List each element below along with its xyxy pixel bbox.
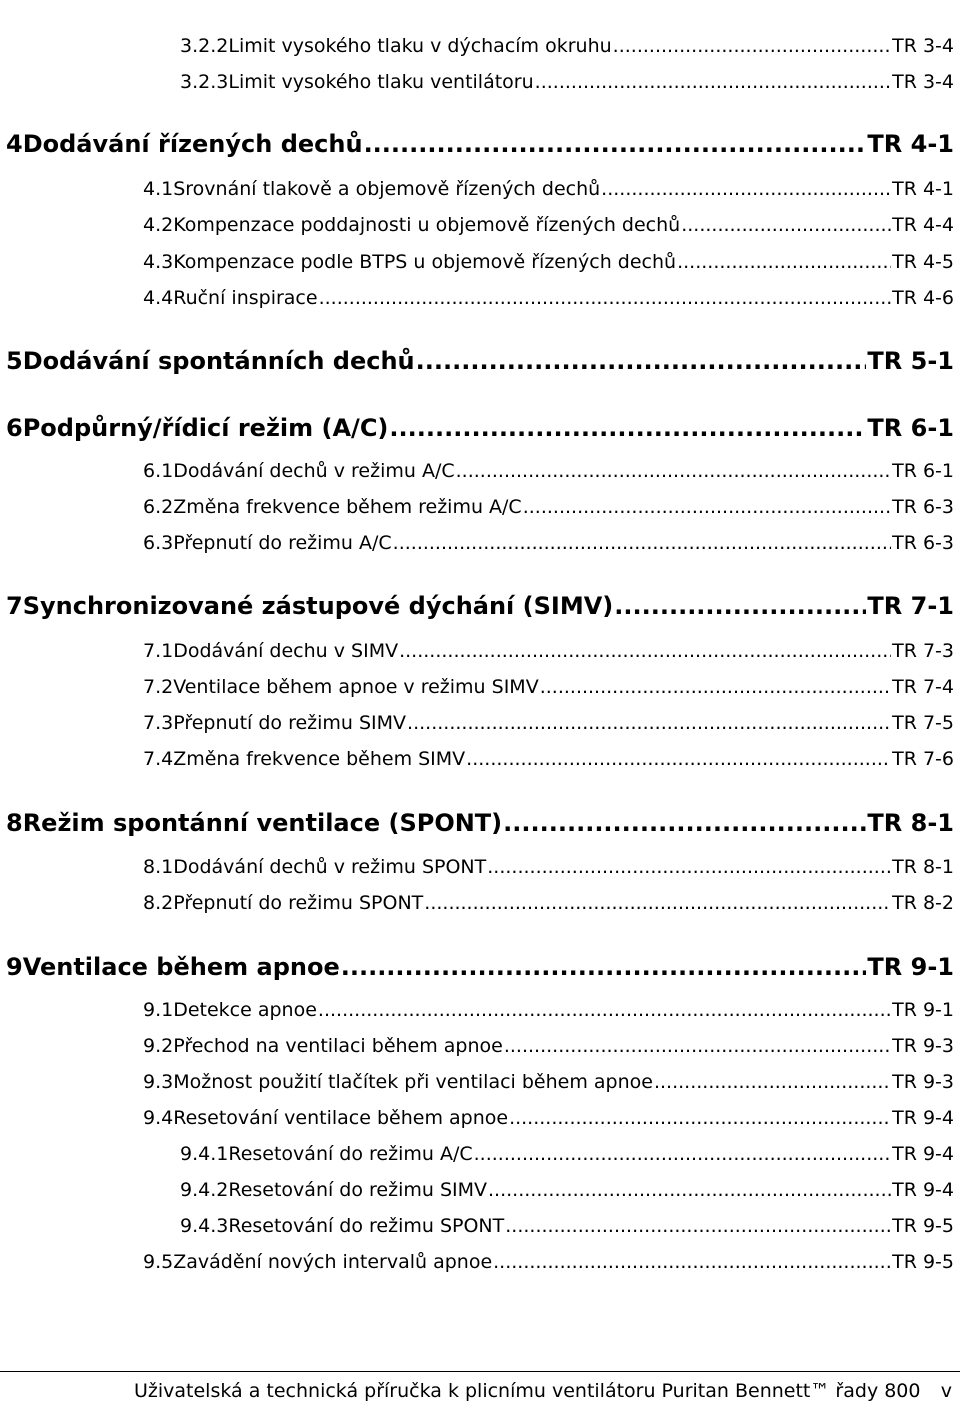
toc-entry-title: Změna frekvence během režimu A/C (173, 496, 522, 518)
toc-entry-9-5[interactable] (143, 1251, 954, 1273)
toc-entry-page: TR 9-4 (892, 1143, 954, 1165)
toc-entry-9-4-1[interactable] (180, 1143, 954, 1165)
toc-entry-page: TR 4-5 (892, 251, 954, 273)
toc-entry-number: 3.2.2 (180, 35, 229, 57)
dot-leader (504, 1035, 891, 1057)
dot-leader (424, 892, 891, 914)
dot-leader (493, 1251, 891, 1273)
toc-entry-page: TR 9-5 (892, 1251, 954, 1273)
dot-leader (509, 1107, 891, 1129)
dot-leader (613, 35, 891, 57)
toc-entry-title: Srovnání tlakově a objemově řízených dechů (173, 178, 601, 200)
dot-leader (389, 414, 866, 442)
toc-chapter-title: Podpůrný/řídicí režim (A/C) (22, 414, 389, 442)
dot-leader (407, 712, 891, 734)
toc-entry-number: 9.3 (143, 1071, 174, 1093)
dot-leader (681, 214, 891, 236)
dot-leader (393, 532, 891, 554)
toc-entry-number: 4.1 (143, 178, 174, 200)
toc-entry-title: Přepnutí do režimu A/C (173, 532, 392, 554)
toc-chapter-number: 7 (6, 592, 23, 620)
dot-leader (614, 592, 866, 620)
toc-entry-title: Resetování do režimu SPONT (228, 1215, 505, 1237)
toc-entry-page: TR 7-3 (892, 640, 954, 662)
toc-entry-3-2-3[interactable] (180, 71, 954, 93)
toc-chapter-number: 6 (6, 414, 23, 442)
toc-entry-9-1[interactable] (143, 999, 954, 1021)
dot-leader (341, 953, 867, 981)
toc-entry-page: TR 9-3 (892, 1071, 954, 1093)
toc-chapter-page: TR 5-1 (867, 347, 954, 375)
dot-leader (318, 999, 891, 1021)
toc-entry-number: 7.4 (143, 748, 174, 770)
toc-entry-9-4[interactable] (143, 1107, 954, 1129)
footer-divider (0, 1371, 960, 1372)
toc-entry-page: TR 8-2 (892, 892, 954, 914)
toc-entry-7-1[interactable] (143, 640, 954, 662)
toc-chapter-page: TR 4-1 (867, 130, 954, 158)
toc-entry-title: Zavádění nových intervalů apnoe (173, 1251, 493, 1273)
toc-entry-number: 9.5 (143, 1251, 174, 1273)
dot-leader (364, 130, 867, 158)
toc-entry-number: 9.2 (143, 1035, 174, 1057)
toc-entry-page: TR 4-4 (892, 214, 954, 236)
toc-entry-number: 6.1 (143, 460, 174, 482)
toc-entry-title: Ventilace během apnoe v režimu SIMV (173, 676, 539, 698)
toc-entry-title: Možnost použití tlačítek při ventilaci během apnoe (173, 1071, 653, 1093)
toc-entry-page: TR 9-3 (892, 1035, 954, 1057)
toc-entry-title: Přepnutí do režimu SIMV (173, 712, 407, 734)
toc-entry-number: 7.3 (143, 712, 174, 734)
toc-entry-3-2-2[interactable] (180, 35, 954, 57)
toc-entry-6-2[interactable] (143, 496, 954, 518)
toc-entry-title: Přechod na ventilaci během apnoe (173, 1035, 503, 1057)
toc-entry-title: Resetování ventilace během apnoe (173, 1107, 509, 1129)
toc-entry-7-3[interactable] (143, 712, 954, 734)
dot-leader (654, 1071, 891, 1093)
toc-chapter-page: TR 9-1 (867, 953, 954, 981)
toc-chapter-7[interactable] (6, 592, 954, 620)
toc-entry-number: 8.2 (143, 892, 174, 914)
toc-entry-number: 4.3 (143, 251, 174, 273)
toc-entry-title: Ruční inspirace (173, 287, 318, 309)
toc-entry-number: 6.2 (143, 496, 174, 518)
dot-leader (399, 640, 891, 662)
toc-entry-page: TR 8-1 (892, 856, 954, 878)
toc-entry-page: TR 9-4 (892, 1179, 954, 1201)
toc-entry-title: Kompenzace podle BTPS u objemově řízených dechů (173, 251, 677, 273)
toc-entry-number: 9.4.3 (180, 1215, 229, 1237)
toc-entry-6-1[interactable] (143, 460, 954, 482)
toc-entry-number: 4.4 (143, 287, 174, 309)
toc-entry-9-2[interactable] (143, 1035, 954, 1057)
toc-entry-number: 9.4.2 (180, 1179, 229, 1201)
toc-chapter-4[interactable] (6, 130, 954, 158)
toc-chapter-title: Synchronizované zástupové dýchání (SIMV) (22, 592, 614, 620)
toc-chapter-9[interactable] (6, 953, 954, 981)
toc-entry-page: TR 3-4 (892, 35, 954, 57)
dot-leader (523, 496, 891, 518)
toc-entry-7-2[interactable] (143, 676, 954, 698)
dot-leader (505, 1215, 891, 1237)
toc-entry-6-3[interactable] (143, 532, 954, 554)
toc-chapter-title: Dodávání řízených dechů (22, 130, 363, 158)
dot-leader (456, 460, 891, 482)
dot-leader (488, 1179, 891, 1201)
toc-chapter-number: 5 (6, 347, 23, 375)
toc-entry-7-4[interactable] (143, 748, 954, 770)
toc-entry-page: TR 9-4 (892, 1107, 954, 1129)
toc-entry-page: TR 9-5 (892, 1215, 954, 1237)
toc-chapter-page: TR 7-1 (867, 592, 954, 620)
toc-chapter-page: TR 6-1 (867, 414, 954, 442)
toc-chapter-6[interactable] (6, 414, 954, 442)
toc-entry-title: Resetování do režimu SIMV (228, 1179, 488, 1201)
toc-entry-4-3[interactable] (143, 251, 954, 273)
toc-entry-number: 9.4 (143, 1107, 174, 1129)
toc-entry-8-2[interactable] (143, 892, 954, 914)
toc-entry-title: Limit vysokého tlaku v dýchacím okruhu (228, 35, 612, 57)
toc-entry-title: Limit vysokého tlaku ventilátoru (228, 71, 534, 93)
toc-chapter-8[interactable] (6, 809, 954, 837)
toc-entry-page: TR 7-4 (892, 676, 954, 698)
toc-entry-page: TR 3-4 (892, 71, 954, 93)
dot-leader (601, 178, 891, 200)
toc-chapter-number: 8 (6, 809, 23, 837)
toc-entry-title: Kompenzace poddajnosti u objemově řízených dechů (173, 214, 681, 236)
toc-entry-number: 3.2.3 (180, 71, 229, 93)
toc-entry-number: 9.4.1 (180, 1143, 229, 1165)
toc-chapter-5[interactable] (6, 347, 954, 375)
dot-leader (503, 809, 866, 837)
toc-entry-title: Dodávání dechu v SIMV (173, 640, 399, 662)
toc-chapter-number: 4 (6, 130, 23, 158)
toc-entry-page: TR 7-6 (892, 748, 954, 770)
toc-entry-page: TR 4-6 (892, 287, 954, 309)
toc-entry-page: TR 4-1 (892, 178, 954, 200)
toc-entry-9-4-3[interactable] (180, 1215, 954, 1237)
toc-entry-number: 7.1 (143, 640, 174, 662)
dot-leader (540, 676, 891, 698)
toc-entry-number: 6.3 (143, 532, 174, 554)
toc-entry-page: TR 7-5 (892, 712, 954, 734)
toc-chapter-title: Dodávání spontánních dechů (22, 347, 415, 375)
toc-entry-page: TR 6-3 (892, 496, 954, 518)
dot-leader (474, 1143, 891, 1165)
toc-chapter-number: 9 (6, 953, 23, 981)
toc-entry-number: 9.1 (143, 999, 174, 1021)
toc-chapter-title: Režim spontánní ventilace (SPONT) (22, 809, 503, 837)
dot-leader (319, 287, 892, 309)
dot-leader (416, 347, 867, 375)
toc-entry-number: 8.1 (143, 856, 174, 878)
footer-page-number: v (940, 1380, 952, 1402)
footer-title: Uživatelská a technická příručka k plicnímu ventilátoru Puritan Bennett™ řady 800 (134, 1380, 921, 1402)
toc-entry-9-3[interactable] (143, 1071, 954, 1093)
toc-chapter-page: TR 8-1 (867, 809, 954, 837)
dot-leader (487, 856, 891, 878)
toc-entry-9-4-2[interactable] (180, 1179, 954, 1201)
toc-entry-4-4[interactable] (143, 287, 954, 309)
toc-entry-page: TR 6-3 (892, 532, 954, 554)
toc-entry-4-2[interactable] (143, 214, 954, 236)
toc-entry-page: TR 9-1 (892, 999, 954, 1021)
dot-leader (535, 71, 891, 93)
toc-entry-title: Dodávání dechů v režimu A/C (173, 460, 455, 482)
toc-entry-page: TR 6-1 (892, 460, 954, 482)
toc-chapter-title: Ventilace během apnoe (22, 953, 340, 981)
toc-entry-8-1[interactable] (143, 856, 954, 878)
toc-entry-title: Přepnutí do režimu SPONT (173, 892, 424, 914)
toc-entry-title: Dodávání dechů v režimu SPONT (173, 856, 487, 878)
toc-entry-number: 4.2 (143, 214, 174, 236)
toc-entry-4-1[interactable] (143, 178, 954, 200)
toc-entry-title: Změna frekvence během SIMV (173, 748, 466, 770)
toc-entry-number: 7.2 (143, 676, 174, 698)
toc-entry-title: Detekce apnoe (173, 999, 317, 1021)
dot-leader (466, 748, 891, 770)
dot-leader (677, 251, 891, 273)
toc-entry-title: Resetování do režimu A/C (228, 1143, 473, 1165)
